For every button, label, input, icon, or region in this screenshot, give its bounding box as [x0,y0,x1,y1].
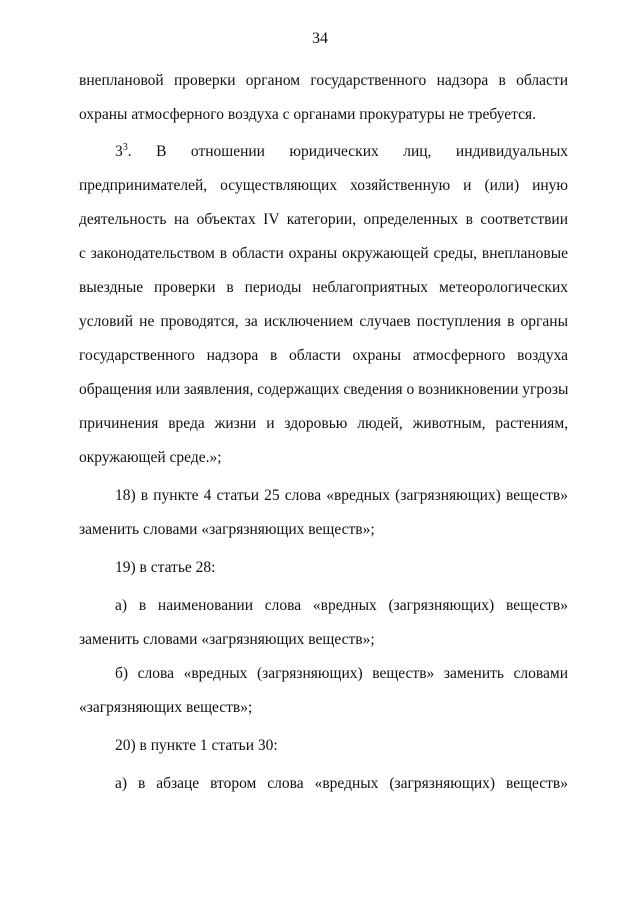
page-number: 34 [312,30,328,47]
text-line: 19) в статье 28: [115,559,216,576]
text-line: заменить словами «загрязняющих веществ»; [79,631,375,648]
text-line: обращения или заявления, содержащих сведения о возникновении угрозы [79,381,569,398]
text-line: «загрязняющих веществ»; [79,699,253,716]
text-line: государственного надзора в области охраны атмосферного воздуха [79,347,568,364]
paragraph-number: 3 [115,143,123,160]
text-line: выездные проверки в периоды неблагоприятных метеорологических [79,279,568,296]
text-line: причинения вреда жизни и здоровью людей, животным, растениям, [79,415,568,432]
paragraph-number-superscript: 3 [122,142,128,153]
text-line: 18) в пункте 4 статьи 25 слова «вредных (загрязняющих) веществ» [115,487,568,504]
text-line: охраны атмосферного воздуха с органами прокуратуры не требуется. [79,106,536,123]
text-line: предпринимателей, осуществляющих хозяйственную и (или) иную [79,177,568,194]
text-line: заменить словами «загрязняющих веществ»; [79,521,375,538]
text-line: условий не проводятся, за исключением случаев поступления в органы [79,313,568,330]
text-line: 20) в пункте 1 статьи 30: [115,737,278,754]
text-line: окружающей среде.»; [79,449,222,466]
text-line: б) слова «вредных (загрязняющих) веществ» заменить словами [115,665,568,682]
text-line: с законодательством в области охраны окружающей среды, внеплановые [79,245,568,262]
text-line: внеплановой проверки органом государственного надзора в области [79,72,568,89]
paragraph-text: . В отношении юридических лиц, индивидуальных [127,143,568,160]
text-line: а) в наименовании слова «вредных (загрязняющих) веществ» [115,597,568,614]
text-line: деятельность на объектах IV категории, определенных в соответствии [79,211,568,228]
text-line: а) в абзаце втором слова «вредных (загрязняющих) веществ» [115,775,568,792]
paragraph-number-line [115,141,568,163]
